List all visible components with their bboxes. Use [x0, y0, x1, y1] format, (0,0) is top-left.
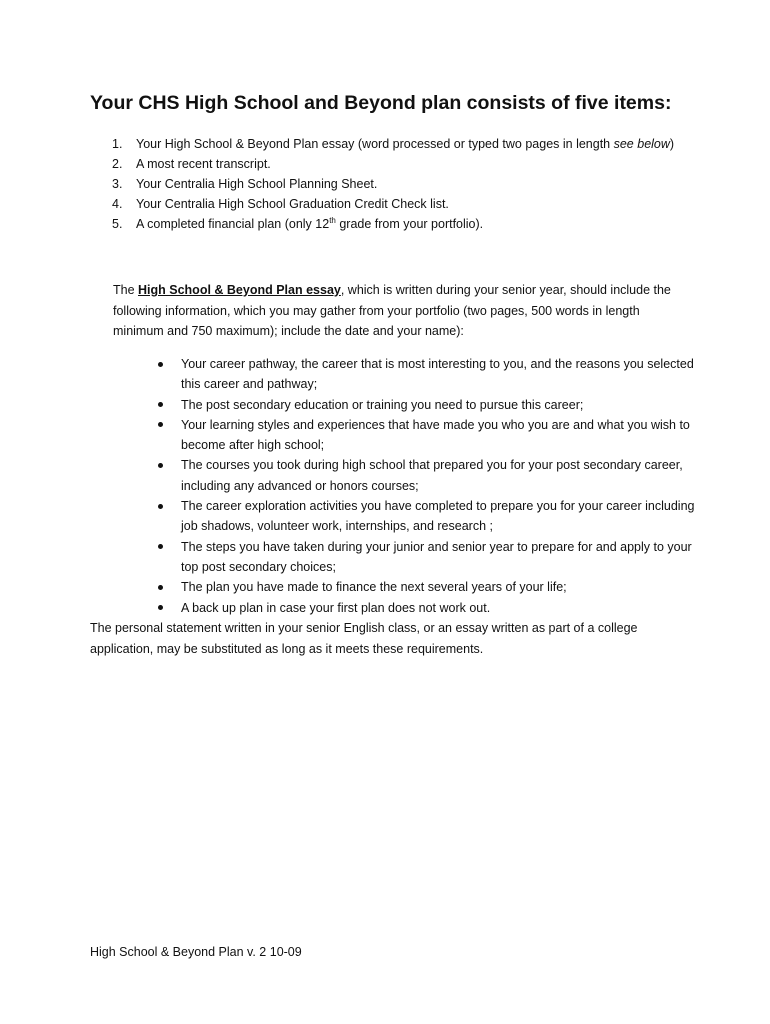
- intro-prefix: The: [113, 283, 139, 297]
- item-text: A most recent transcript.: [136, 157, 271, 171]
- list-item: [156, 415, 696, 456]
- bullet-icon: [158, 544, 163, 549]
- plan-items-list: [112, 134, 752, 234]
- closing-paragraph: The personal statement written in your senior English class, or an essay written as part of a college application, may be substituted as long as it meets these requirements.: [90, 621, 638, 656]
- item-text: A completed financial plan (only 12: [136, 217, 330, 231]
- item-number: 4.: [112, 197, 123, 211]
- item-number: 5.: [112, 217, 123, 231]
- list-item: [156, 537, 696, 578]
- list-item: [112, 134, 752, 154]
- bullet-text: The plan you have made to finance the next several years of your life;: [181, 580, 567, 595]
- ordinal-superscript: th: [329, 215, 336, 225]
- bullet-icon: [158, 605, 163, 610]
- bullet-icon: [158, 422, 163, 427]
- list-item: [156, 598, 696, 618]
- bullet-text: The steps you have taken during your junior and senior year to prepare for and apply to your top post secondary choices;: [181, 539, 692, 574]
- item-suffix: ): [669, 137, 675, 151]
- bullet-text: Your career pathway, the career that is most interesting to you, and the reasons you selected this career and pathway;: [181, 357, 694, 392]
- item-number: 1.: [112, 137, 123, 151]
- list-item: [112, 154, 752, 174]
- bullet-icon: [158, 463, 163, 468]
- item-number: 3.: [112, 177, 123, 191]
- list-item: [112, 174, 752, 194]
- intro-rest: , which is written during your senior year, should include the following information, which you may gather from your portfolio (two pages, 500 words in length minimum and 750 maximum); include the date and your name):: [113, 283, 671, 338]
- essay-intro-paragraph: [113, 280, 693, 342]
- essay-requirements-list: [156, 354, 696, 618]
- item-suffix: grade from your portfolio).: [335, 217, 484, 231]
- list-item: [156, 354, 696, 395]
- item-text: Your High School & Beyond Plan essay (word processed or typed two pages in length: [136, 137, 614, 151]
- bullet-icon: [158, 585, 163, 590]
- bullet-icon: [158, 402, 163, 407]
- item-text: Your Centralia High School Graduation Credit Check list.: [136, 197, 449, 211]
- list-item: [156, 496, 696, 537]
- item-emphasis: see below: [613, 137, 670, 151]
- item-text: Your Centralia High School Planning Sheet.: [136, 177, 378, 191]
- list-item: [156, 577, 696, 597]
- page-footer: High School & Beyond Plan v. 2 10-09: [90, 945, 302, 959]
- essay-term: High School & Beyond Plan essay: [138, 283, 341, 297]
- bullet-icon: [158, 504, 163, 509]
- list-item: [112, 214, 752, 234]
- bullet-text: The post secondary education or training you need to pursue this career;: [181, 397, 584, 412]
- page-title: Your CHS High School and Beyond plan consists of five items:: [90, 92, 672, 114]
- list-item: [112, 194, 752, 214]
- bullet-text: The career exploration activities you have completed to prepare you for your career including job shadows, volunteer work, internships, and research ;: [181, 499, 695, 534]
- bullet-icon: [158, 362, 163, 367]
- bullet-text: Your learning styles and experiences that have made you who you are and what you wish to become after high school;: [181, 417, 690, 453]
- item-number: 2.: [112, 157, 123, 171]
- bullet-text: The courses you took during high school that prepared you for your post secondary career, including any advanced or honors courses;: [181, 458, 683, 493]
- bullet-text: A back up plan in case your first plan does not work out.: [181, 600, 491, 615]
- list-item: [156, 455, 696, 496]
- list-item: [156, 395, 696, 415]
